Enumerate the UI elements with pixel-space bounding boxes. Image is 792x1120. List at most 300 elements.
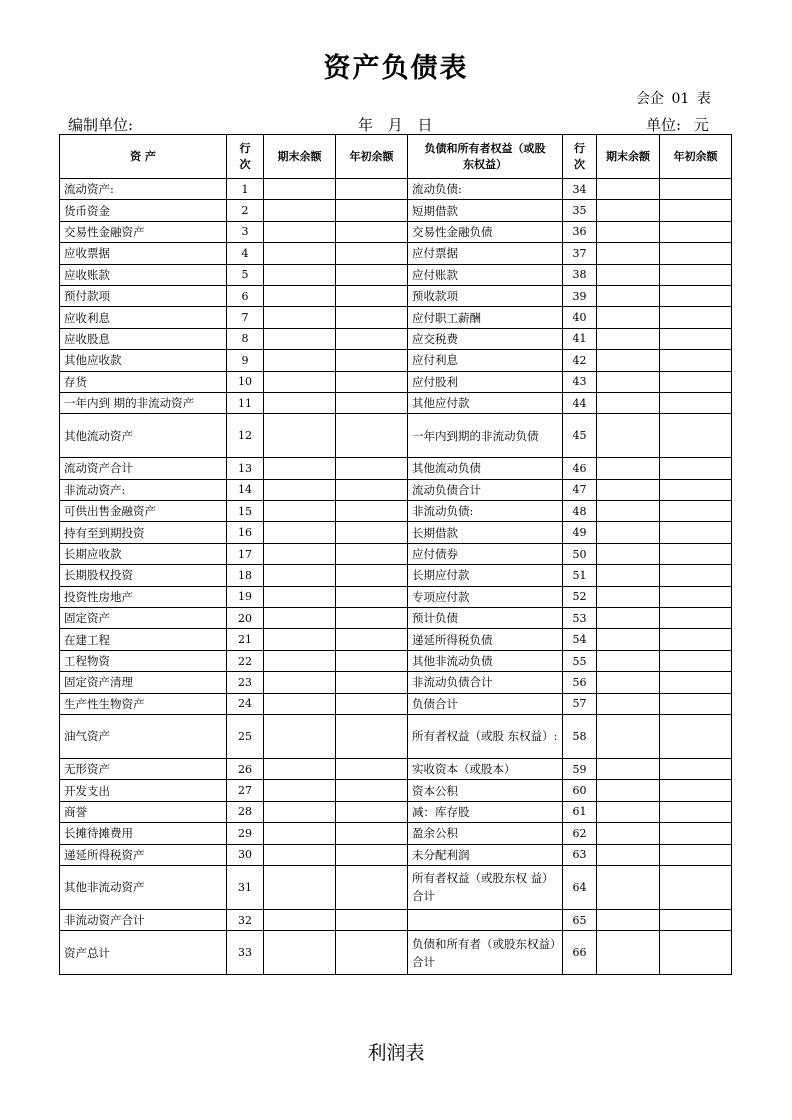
liability-item: 长期应付款 xyxy=(408,565,563,586)
liability-begin-balance-cell[interactable] xyxy=(660,350,732,371)
asset-end-balance-cell[interactable] xyxy=(264,931,336,975)
liability-item: 预收款项 xyxy=(408,285,563,306)
page-title: 资产负债表 xyxy=(323,53,469,84)
asset-begin-balance-cell[interactable] xyxy=(336,844,408,865)
asset-begin-balance-cell[interactable] xyxy=(336,285,408,306)
liability-item: 预计负债 xyxy=(408,608,563,629)
asset-line-no: 22 xyxy=(227,650,264,671)
asset-begin-balance-cell[interactable] xyxy=(336,350,408,371)
liability-line-no: 35 xyxy=(563,200,597,221)
liability-item: 应付债券 xyxy=(408,543,563,564)
liability-item xyxy=(408,909,563,930)
header-assets: 资 产 xyxy=(60,135,227,179)
asset-begin-balance-cell[interactable] xyxy=(336,371,408,392)
table-row xyxy=(60,823,732,844)
liability-item: 所有者权益（或股东权 益）合计 xyxy=(408,865,563,909)
asset-line-no: 21 xyxy=(227,629,264,650)
liability-end-balance-cell[interactable] xyxy=(597,543,660,564)
liability-line-no: 62 xyxy=(563,823,597,844)
liability-end-balance-cell[interactable] xyxy=(597,479,660,500)
liability-line-no: 40 xyxy=(563,307,597,328)
asset-begin-balance-cell[interactable] xyxy=(336,565,408,586)
asset-end-balance-cell[interactable] xyxy=(264,264,336,285)
compiling-unit-label: 编制单位: xyxy=(68,116,134,134)
table-row xyxy=(60,909,732,930)
asset-line-no: 16 xyxy=(227,522,264,543)
liability-begin-balance-cell[interactable] xyxy=(660,672,732,693)
liability-end-balance-cell[interactable] xyxy=(597,693,660,714)
asset-begin-balance-cell[interactable] xyxy=(336,179,408,200)
liability-item: 应付股利 xyxy=(408,371,563,392)
asset-item: 投资性房地产 xyxy=(60,586,227,607)
liability-begin-balance-cell[interactable] xyxy=(660,608,732,629)
asset-item: 货币资金 xyxy=(60,200,227,221)
asset-begin-balance-cell[interactable] xyxy=(336,801,408,822)
liability-item: 非流动负债: xyxy=(408,501,563,522)
asset-item: 其他应收款 xyxy=(60,350,227,371)
liability-item: 盈余公积 xyxy=(408,823,563,844)
asset-item: 递延所得税资产 xyxy=(60,844,227,865)
liability-item: 长期借款 xyxy=(408,522,563,543)
table-row xyxy=(60,672,732,693)
liability-end-balance-cell[interactable] xyxy=(597,780,660,801)
liability-item: 应付职工薪酬 xyxy=(408,307,563,328)
header-line-no-2: 行次 xyxy=(563,135,597,179)
asset-item: 长期股权投资 xyxy=(60,565,227,586)
asset-line-no: 26 xyxy=(227,758,264,779)
currency-unit-label: 单位: 元 xyxy=(646,116,709,134)
liability-end-balance-cell[interactable] xyxy=(597,801,660,822)
liability-item: 未分配利润 xyxy=(408,844,563,865)
asset-line-no: 29 xyxy=(227,823,264,844)
liability-begin-balance-cell[interactable] xyxy=(660,801,732,822)
liability-end-balance-cell[interactable] xyxy=(597,522,660,543)
table-row xyxy=(60,328,732,349)
liability-line-no: 48 xyxy=(563,501,597,522)
table-row xyxy=(60,693,732,714)
form-number: 会企 01 表 xyxy=(636,91,711,107)
liability-begin-balance-cell[interactable] xyxy=(660,179,732,200)
asset-line-no: 23 xyxy=(227,672,264,693)
asset-end-balance-cell[interactable] xyxy=(264,543,336,564)
liability-end-balance-cell[interactable] xyxy=(597,350,660,371)
asset-line-no: 30 xyxy=(227,844,264,865)
liability-begin-balance-cell[interactable] xyxy=(660,458,732,479)
liability-end-balance-cell[interactable] xyxy=(597,458,660,479)
asset-end-balance-cell[interactable] xyxy=(264,285,336,306)
liability-line-no: 45 xyxy=(563,414,597,458)
liability-line-no: 65 xyxy=(563,909,597,930)
asset-begin-balance-cell[interactable] xyxy=(336,931,408,975)
asset-line-no: 8 xyxy=(227,328,264,349)
liability-line-no: 34 xyxy=(563,179,597,200)
liability-begin-balance-cell[interactable] xyxy=(660,307,732,328)
asset-line-no: 12 xyxy=(227,414,264,458)
liability-item: 其他应付款 xyxy=(408,392,563,413)
asset-end-balance-cell[interactable] xyxy=(264,608,336,629)
liability-begin-balance-cell[interactable] xyxy=(660,522,732,543)
asset-begin-balance-cell[interactable] xyxy=(336,328,408,349)
asset-begin-balance-cell[interactable] xyxy=(336,264,408,285)
asset-item: 商誉 xyxy=(60,801,227,822)
liability-end-balance-cell[interactable] xyxy=(597,844,660,865)
asset-line-no: 24 xyxy=(227,693,264,714)
liability-item: 资本公积 xyxy=(408,780,563,801)
liability-end-balance-cell[interactable] xyxy=(597,371,660,392)
asset-end-balance-cell[interactable] xyxy=(264,909,336,930)
asset-begin-balance-cell[interactable] xyxy=(336,479,408,500)
liability-begin-balance-cell[interactable] xyxy=(660,865,732,909)
asset-end-balance-cell[interactable] xyxy=(264,179,336,200)
asset-begin-balance-cell[interactable] xyxy=(336,865,408,909)
liability-line-no: 55 xyxy=(563,650,597,671)
table-row xyxy=(60,479,732,500)
liability-line-no: 42 xyxy=(563,350,597,371)
liability-begin-balance-cell[interactable] xyxy=(660,543,732,564)
liability-line-no: 53 xyxy=(563,608,597,629)
asset-end-balance-cell[interactable] xyxy=(264,479,336,500)
table-row xyxy=(60,522,732,543)
liability-begin-balance-cell[interactable] xyxy=(660,371,732,392)
table-row xyxy=(60,221,732,242)
asset-item: 长期应收款 xyxy=(60,543,227,564)
asset-line-no: 10 xyxy=(227,371,264,392)
table-row xyxy=(60,307,732,328)
asset-item: 应收票据 xyxy=(60,243,227,264)
asset-item: 固定资产 xyxy=(60,608,227,629)
asset-end-balance-cell[interactable] xyxy=(264,371,336,392)
asset-line-no: 33 xyxy=(227,931,264,975)
asset-end-balance-cell[interactable] xyxy=(264,243,336,264)
asset-item: 流动资产: xyxy=(60,179,227,200)
asset-end-balance-cell[interactable] xyxy=(264,629,336,650)
date-label: 年 月 日 xyxy=(358,116,433,134)
asset-item: 交易性金融资产 xyxy=(60,221,227,242)
liability-begin-balance-cell[interactable] xyxy=(660,414,732,458)
asset-line-no: 1 xyxy=(227,179,264,200)
asset-item: 应收账款 xyxy=(60,264,227,285)
liability-line-no: 46 xyxy=(563,458,597,479)
asset-item: 持有至到期投资 xyxy=(60,522,227,543)
header-end-balance: 期末余额 xyxy=(264,135,336,179)
asset-begin-balance-cell[interactable] xyxy=(336,414,408,458)
liability-item: 应交税费 xyxy=(408,328,563,349)
liability-item: 负债和所有者（或股东权益）合计 xyxy=(408,931,563,975)
table-row xyxy=(60,200,732,221)
asset-item: 资产总计 xyxy=(60,931,227,975)
liability-begin-balance-cell[interactable] xyxy=(660,823,732,844)
asset-end-balance-cell[interactable] xyxy=(264,392,336,413)
liability-line-no: 63 xyxy=(563,844,597,865)
liability-begin-balance-cell[interactable] xyxy=(660,200,732,221)
table-row xyxy=(60,371,732,392)
asset-end-balance-cell[interactable] xyxy=(264,458,336,479)
liability-item: 其他非流动负债 xyxy=(408,650,563,671)
asset-item: 油气资产 xyxy=(60,714,227,758)
asset-line-no: 11 xyxy=(227,392,264,413)
table-row xyxy=(60,650,732,671)
liability-line-no: 44 xyxy=(563,392,597,413)
liability-end-balance-cell[interactable] xyxy=(597,758,660,779)
liability-end-balance-cell[interactable] xyxy=(597,285,660,306)
liability-line-no: 56 xyxy=(563,672,597,693)
asset-line-no: 9 xyxy=(227,350,264,371)
asset-end-balance-cell[interactable] xyxy=(264,801,336,822)
liability-begin-balance-cell[interactable] xyxy=(660,714,732,758)
liability-end-balance-cell[interactable] xyxy=(597,714,660,758)
liability-item: 交易性金融负债 xyxy=(408,221,563,242)
liability-line-no: 37 xyxy=(563,243,597,264)
liability-end-balance-cell[interactable] xyxy=(597,179,660,200)
asset-end-balance-cell[interactable] xyxy=(264,328,336,349)
table-row xyxy=(60,458,732,479)
asset-item: 生产性生物资产 xyxy=(60,693,227,714)
asset-end-balance-cell[interactable] xyxy=(264,865,336,909)
liability-item: 应付票据 xyxy=(408,243,563,264)
asset-item: 预付款项 xyxy=(60,285,227,306)
liability-line-no: 59 xyxy=(563,758,597,779)
table-row xyxy=(60,629,732,650)
header-end-balance-2: 期末余额 xyxy=(597,135,660,179)
asset-line-no: 13 xyxy=(227,458,264,479)
asset-item: 一年内到 期的非流动资产 xyxy=(60,392,227,413)
liability-begin-balance-cell[interactable] xyxy=(660,221,732,242)
asset-begin-balance-cell[interactable] xyxy=(336,672,408,693)
asset-end-balance-cell[interactable] xyxy=(264,200,336,221)
header-liabilities-equity: 负债和所有者权益（或股东权益） xyxy=(408,135,563,179)
liability-line-no: 57 xyxy=(563,693,597,714)
table-row xyxy=(60,931,732,975)
liability-item: 实收资本（或股本） xyxy=(408,758,563,779)
liability-line-no: 49 xyxy=(563,522,597,543)
asset-begin-balance-cell[interactable] xyxy=(336,392,408,413)
asset-end-balance-cell[interactable] xyxy=(264,758,336,779)
liability-end-balance-cell[interactable] xyxy=(597,392,660,413)
asset-item: 存货 xyxy=(60,371,227,392)
asset-begin-balance-cell[interactable] xyxy=(336,780,408,801)
liability-item: 递延所得税负债 xyxy=(408,629,563,650)
asset-line-no: 4 xyxy=(227,243,264,264)
liability-item: 应付账款 xyxy=(408,264,563,285)
liability-item: 一年内到期的非流动负债 xyxy=(408,414,563,458)
liability-begin-balance-cell[interactable] xyxy=(660,479,732,500)
asset-begin-balance-cell[interactable] xyxy=(336,200,408,221)
asset-item: 其他流动资产 xyxy=(60,414,227,458)
asset-line-no: 2 xyxy=(227,200,264,221)
asset-begin-balance-cell[interactable] xyxy=(336,714,408,758)
asset-begin-balance-cell[interactable] xyxy=(336,758,408,779)
liability-begin-balance-cell[interactable] xyxy=(660,844,732,865)
table-row xyxy=(60,801,732,822)
asset-end-balance-cell[interactable] xyxy=(264,307,336,328)
liability-line-no: 54 xyxy=(563,629,597,650)
table-row xyxy=(60,243,732,264)
asset-item: 非流动资产: xyxy=(60,479,227,500)
liability-begin-balance-cell[interactable] xyxy=(660,693,732,714)
balance-sheet-table xyxy=(59,134,732,975)
liability-begin-balance-cell[interactable] xyxy=(660,264,732,285)
asset-begin-balance-cell[interactable] xyxy=(336,501,408,522)
income-statement-title: 利润表 xyxy=(367,1042,425,1064)
asset-end-balance-cell[interactable] xyxy=(264,586,336,607)
table-row xyxy=(60,414,732,458)
liability-end-balance-cell[interactable] xyxy=(597,931,660,975)
asset-item: 其他非流动资产 xyxy=(60,865,227,909)
liability-item: 专项应付款 xyxy=(408,586,563,607)
liability-line-no: 43 xyxy=(563,371,597,392)
liability-begin-balance-cell[interactable] xyxy=(660,565,732,586)
liability-line-no: 64 xyxy=(563,865,597,909)
asset-line-no: 27 xyxy=(227,780,264,801)
liability-end-balance-cell[interactable] xyxy=(597,221,660,242)
liability-line-no: 38 xyxy=(563,264,597,285)
liability-begin-balance-cell[interactable] xyxy=(660,328,732,349)
asset-begin-balance-cell[interactable] xyxy=(336,586,408,607)
liability-end-balance-cell[interactable] xyxy=(597,650,660,671)
asset-line-no: 18 xyxy=(227,565,264,586)
liability-begin-balance-cell[interactable] xyxy=(660,650,732,671)
asset-end-balance-cell[interactable] xyxy=(264,823,336,844)
asset-item: 工程物资 xyxy=(60,650,227,671)
liability-begin-balance-cell[interactable] xyxy=(660,629,732,650)
asset-begin-balance-cell[interactable] xyxy=(336,522,408,543)
asset-begin-balance-cell[interactable] xyxy=(336,608,408,629)
asset-item: 流动资产合计 xyxy=(60,458,227,479)
asset-item: 开发支出 xyxy=(60,780,227,801)
asset-begin-balance-cell[interactable] xyxy=(336,629,408,650)
asset-line-no: 6 xyxy=(227,285,264,306)
asset-end-balance-cell[interactable] xyxy=(264,221,336,242)
liability-item: 短期借款 xyxy=(408,200,563,221)
asset-item: 应收利息 xyxy=(60,307,227,328)
liability-end-balance-cell[interactable] xyxy=(597,672,660,693)
liability-line-no: 66 xyxy=(563,931,597,975)
liability-line-no: 50 xyxy=(563,543,597,564)
liability-end-balance-cell[interactable] xyxy=(597,608,660,629)
liability-end-balance-cell[interactable] xyxy=(597,865,660,909)
liability-begin-balance-cell[interactable] xyxy=(660,586,732,607)
liability-begin-balance-cell[interactable] xyxy=(660,931,732,975)
table-row xyxy=(60,844,732,865)
header-line-no: 行次 xyxy=(227,135,264,179)
table-row xyxy=(60,586,732,607)
asset-item: 无形资产 xyxy=(60,758,227,779)
liability-item: 流动负债合计 xyxy=(408,479,563,500)
asset-begin-balance-cell[interactable] xyxy=(336,909,408,930)
liability-end-balance-cell[interactable] xyxy=(597,264,660,285)
liability-line-no: 36 xyxy=(563,221,597,242)
liability-end-balance-cell[interactable] xyxy=(597,823,660,844)
liability-line-no: 60 xyxy=(563,780,597,801)
liability-item: 流动负债: xyxy=(408,179,563,200)
liability-line-no: 41 xyxy=(563,328,597,349)
liability-end-balance-cell[interactable] xyxy=(597,307,660,328)
asset-line-no: 19 xyxy=(227,586,264,607)
table-row xyxy=(60,780,732,801)
liability-item: 负债合计 xyxy=(408,693,563,714)
liability-end-balance-cell[interactable] xyxy=(597,586,660,607)
asset-item: 非流动资产合计 xyxy=(60,909,227,930)
table-row xyxy=(60,758,732,779)
asset-end-balance-cell[interactable] xyxy=(264,650,336,671)
liability-end-balance-cell[interactable] xyxy=(597,243,660,264)
liability-end-balance-cell[interactable] xyxy=(597,414,660,458)
asset-line-no: 20 xyxy=(227,608,264,629)
asset-line-no: 17 xyxy=(227,543,264,564)
asset-line-no: 31 xyxy=(227,865,264,909)
liability-begin-balance-cell[interactable] xyxy=(660,780,732,801)
header-begin-balance-2: 年初余额 xyxy=(660,135,732,179)
asset-item: 长摊待摊费用 xyxy=(60,823,227,844)
asset-line-no: 7 xyxy=(227,307,264,328)
table-row xyxy=(60,285,732,306)
asset-item: 应收股息 xyxy=(60,328,227,349)
liability-begin-balance-cell[interactable] xyxy=(660,758,732,779)
liability-end-balance-cell[interactable] xyxy=(597,629,660,650)
asset-begin-balance-cell[interactable] xyxy=(336,823,408,844)
liability-item: 减：库存股 xyxy=(408,801,563,822)
asset-end-balance-cell[interactable] xyxy=(264,844,336,865)
liability-begin-balance-cell[interactable] xyxy=(660,501,732,522)
table-row xyxy=(60,501,732,522)
liability-line-no: 47 xyxy=(563,479,597,500)
asset-line-no: 15 xyxy=(227,501,264,522)
asset-end-balance-cell[interactable] xyxy=(264,693,336,714)
asset-begin-balance-cell[interactable] xyxy=(336,307,408,328)
liability-begin-balance-cell[interactable] xyxy=(660,909,732,930)
asset-end-balance-cell[interactable] xyxy=(264,501,336,522)
asset-begin-balance-cell[interactable] xyxy=(336,650,408,671)
table-row xyxy=(60,543,732,564)
liability-item: 非流动负债合计 xyxy=(408,672,563,693)
asset-begin-balance-cell[interactable] xyxy=(336,543,408,564)
table-row xyxy=(60,179,732,200)
liability-line-no: 52 xyxy=(563,586,597,607)
table-row xyxy=(60,714,732,758)
table-row xyxy=(60,565,732,586)
asset-end-balance-cell[interactable] xyxy=(264,565,336,586)
liability-end-balance-cell[interactable] xyxy=(597,909,660,930)
liability-line-no: 58 xyxy=(563,714,597,758)
asset-item: 可供出售金融资产 xyxy=(60,501,227,522)
asset-end-balance-cell[interactable] xyxy=(264,780,336,801)
liability-line-no: 51 xyxy=(563,565,597,586)
asset-begin-balance-cell[interactable] xyxy=(336,243,408,264)
liability-end-balance-cell[interactable] xyxy=(597,200,660,221)
asset-begin-balance-cell[interactable] xyxy=(336,221,408,242)
liability-end-balance-cell[interactable] xyxy=(597,328,660,349)
liability-item: 应付利息 xyxy=(408,350,563,371)
liability-begin-balance-cell[interactable] xyxy=(660,243,732,264)
liability-end-balance-cell[interactable] xyxy=(597,501,660,522)
liability-end-balance-cell[interactable] xyxy=(597,565,660,586)
asset-end-balance-cell[interactable] xyxy=(264,672,336,693)
asset-end-balance-cell[interactable] xyxy=(264,522,336,543)
liability-begin-balance-cell[interactable] xyxy=(660,285,732,306)
asset-item: 在建工程 xyxy=(60,629,227,650)
asset-end-balance-cell[interactable] xyxy=(264,414,336,458)
table-row xyxy=(60,608,732,629)
asset-begin-balance-cell[interactable] xyxy=(336,693,408,714)
asset-item: 固定资产清理 xyxy=(60,672,227,693)
asset-begin-balance-cell[interactable] xyxy=(336,458,408,479)
asset-line-no: 32 xyxy=(227,909,264,930)
asset-end-balance-cell[interactable] xyxy=(264,714,336,758)
asset-end-balance-cell[interactable] xyxy=(264,350,336,371)
liability-item: 其他流动负债 xyxy=(408,458,563,479)
asset-line-no: 5 xyxy=(227,264,264,285)
liability-begin-balance-cell[interactable] xyxy=(660,392,732,413)
